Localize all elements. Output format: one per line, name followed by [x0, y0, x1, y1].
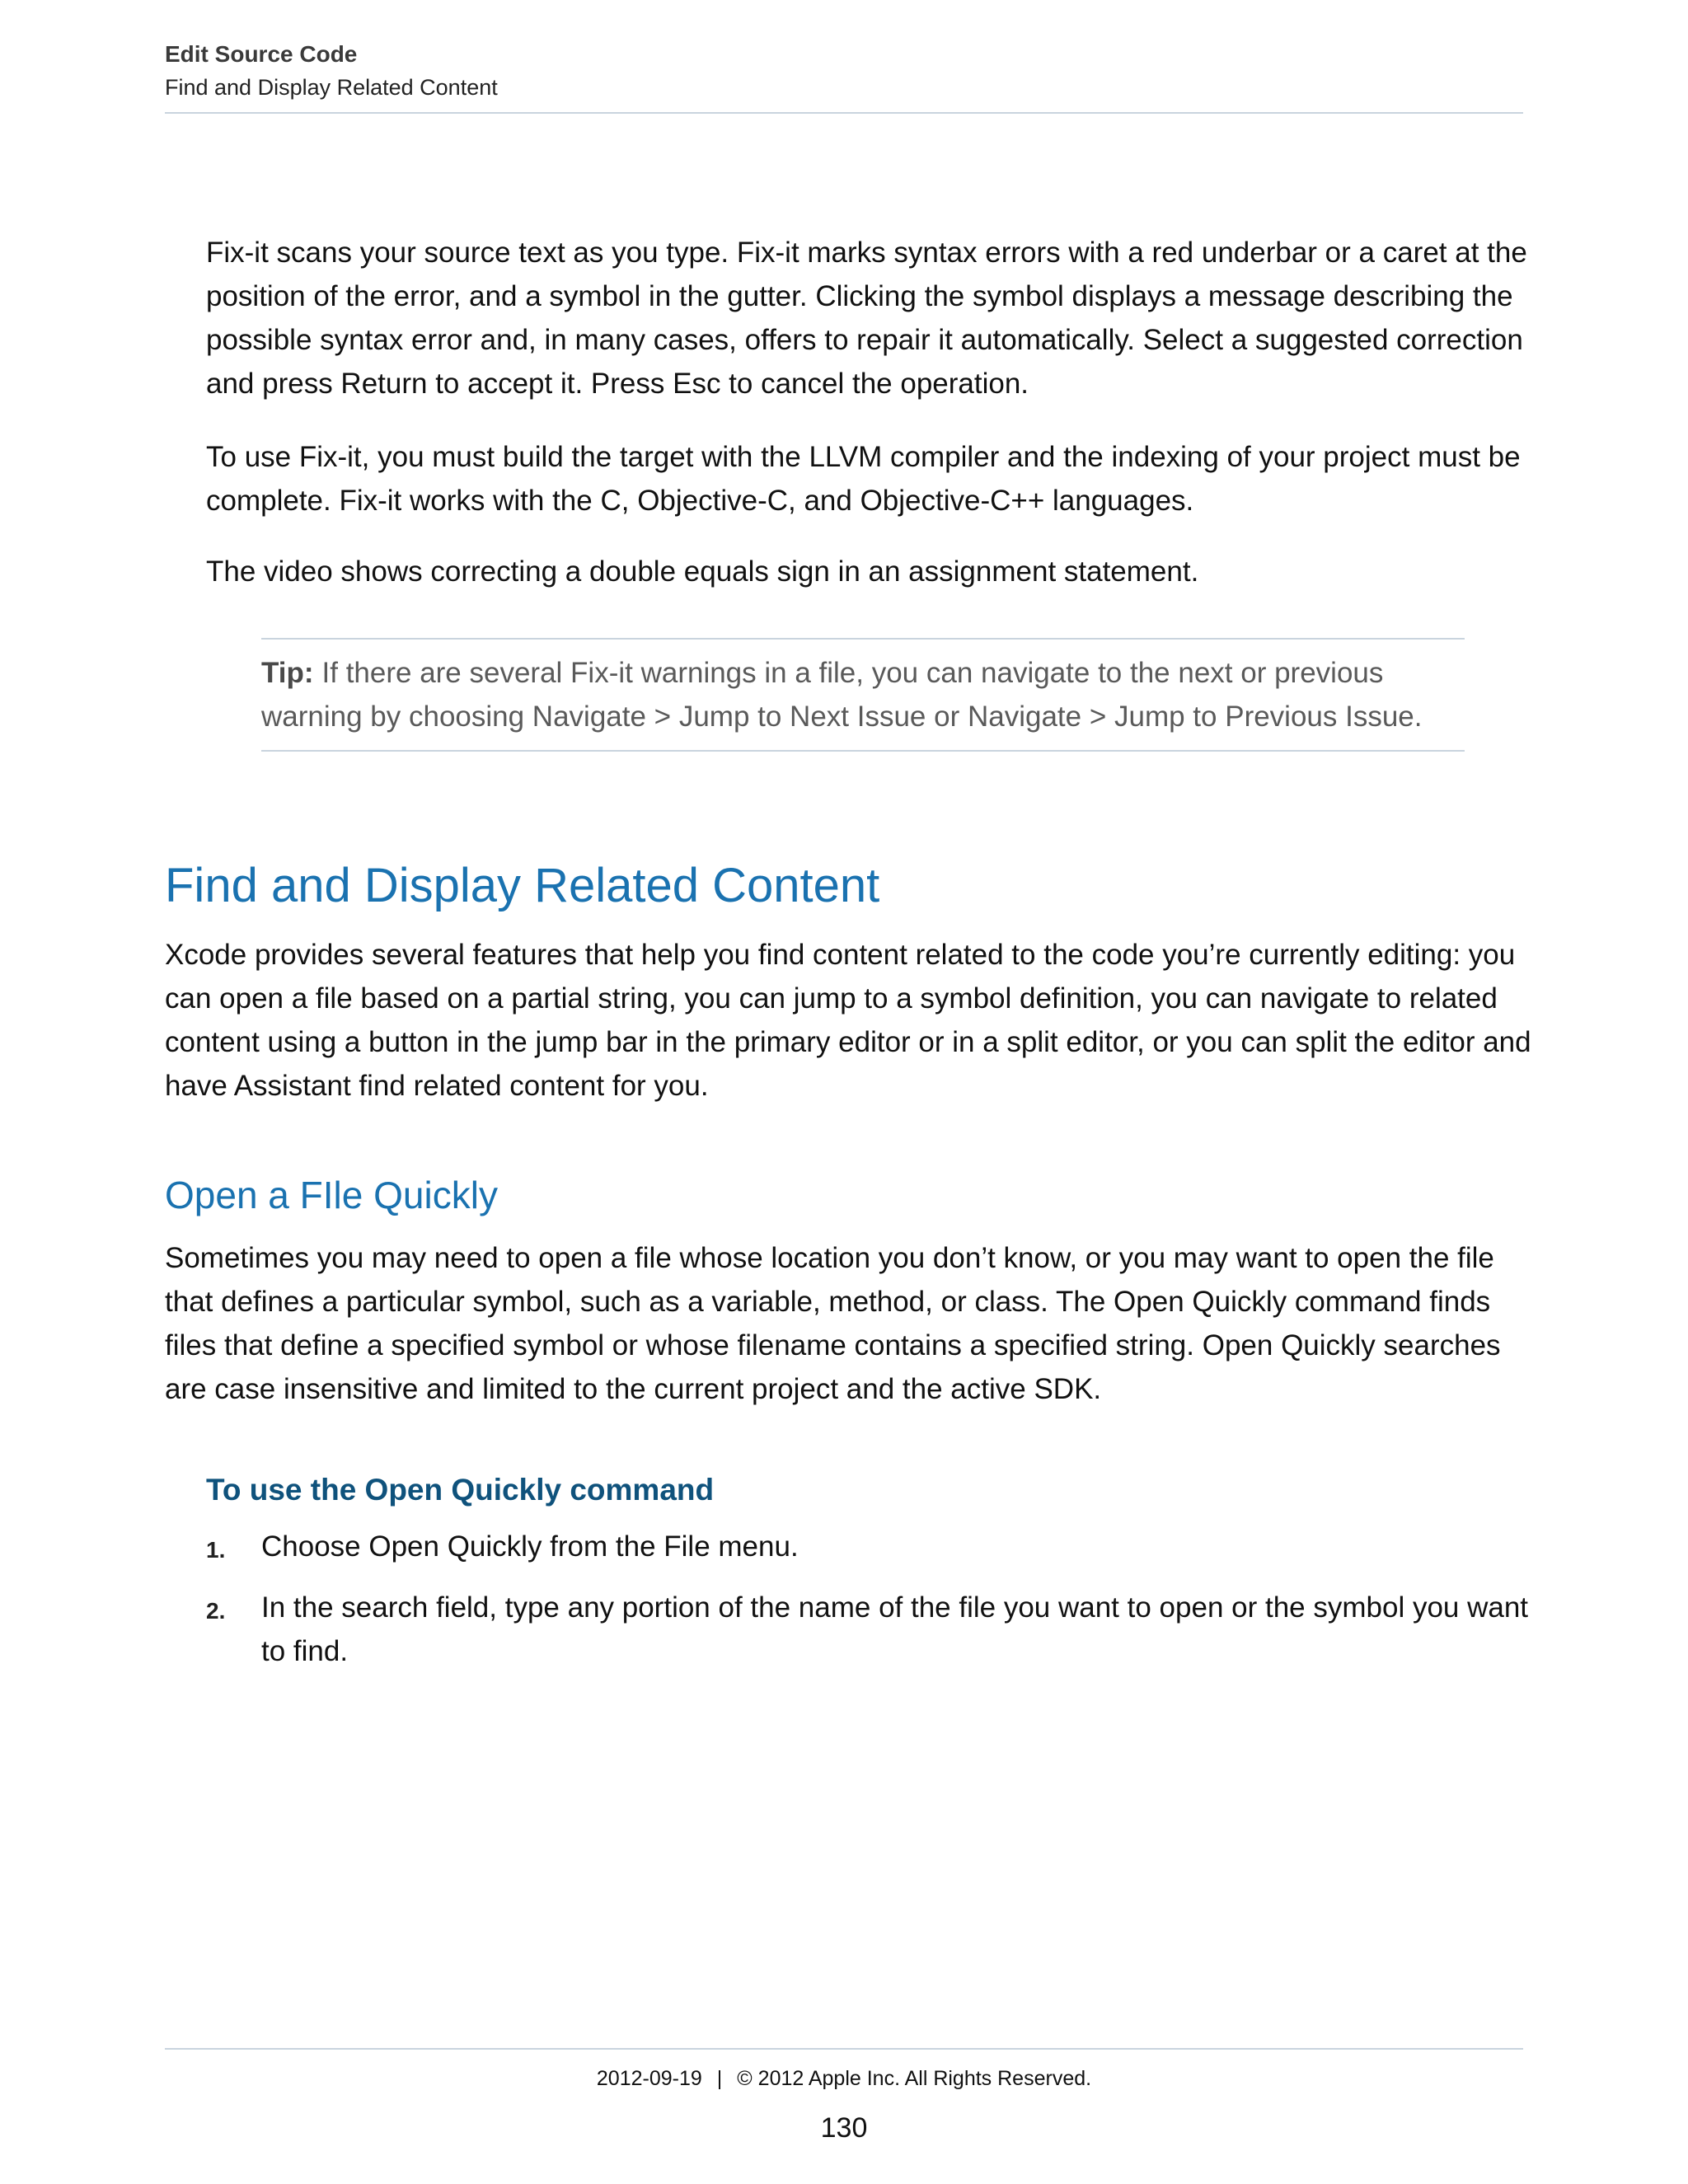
find-related-content-heading: Find and Display Related Content — [165, 859, 880, 912]
video-description-paragraph: The video shows correcting a double equals sign in an assignment statement. — [206, 555, 1199, 588]
task-heading: To use the Open Quickly command — [206, 1473, 715, 1507]
step-text: In the search field, type any portion of the name of the file you want to open or the symbol you want to find. — [261, 1591, 1529, 1667]
fixit-paragraph: Fix-it scans your source text as you type. Fix-it marks syntax errors with a red underbar or a caret at the position of the error, and a symbol in the gutter. Clicking the symbol displays a message describing the possible syntax error and, in many cases, offers to repair it automatically. Select a suggested correction and press Return to accept it. Press Esc to cancel the operation. — [206, 237, 1527, 400]
footer-copyright: © 2012 Apple Inc. All Rights Reserved. — [737, 2067, 1092, 2090]
tip-label: Tip: — [261, 657, 314, 689]
step-number: 2. — [206, 1598, 226, 1624]
footer-separator: | — [716, 2067, 723, 2090]
section-title: Find and Display Related Content — [165, 75, 498, 100]
open-file-quickly-heading: Open a FIle Quickly — [165, 1174, 498, 1216]
page-number: 130 — [820, 2112, 868, 2144]
find-related-content-paragraph: Xcode provides several features that help you find content related to the code you’re currently editing: you can open a file based on a partial string, you can jump to a symbol definition, you can navigate to related content using a button in the jump bar in the primary editor or in a split editor, or you can split the editor and have Assistant find related content for you. — [165, 939, 1531, 1102]
step-text: Choose Open Quickly from the File menu. — [261, 1530, 799, 1563]
steps-list — [206, 1525, 1533, 1687]
tip-text: If there are several Fix-it warnings in a file, you can navigate to the next or previous warning by choosing Navigate > Jump to Next Issue or Navigate > Jump to Previous Issue. — [261, 657, 1423, 733]
running-header — [165, 38, 1523, 114]
footer-date: 2012-09-19 — [596, 2067, 702, 2090]
footer-divider — [165, 2048, 1523, 2050]
list-item — [206, 1586, 1533, 1673]
list-item — [206, 1525, 1533, 1572]
footer-meta — [0, 2064, 1688, 2093]
chapter-title: Edit Source Code — [165, 41, 358, 67]
tip-box — [261, 638, 1465, 752]
open-file-quickly-paragraph: Sometimes you may need to open a file whose location you don’t know, or you may want to open the file that defines a particular symbol, such as a variable, method, or class. The Open Quickly command finds files that define a specified symbol or whose filename contains a specified string. Open Quickly searches are case insensitive and limited to the current project and the active SDK. — [165, 1242, 1501, 1405]
step-number: 1. — [206, 1537, 226, 1563]
fixit-requirements-paragraph: To use Fix-it, you must build the target with the LLVM compiler and the indexing of your project must be complete. Fix-it works with the C, Objective-C, and Objective-C++ languages. — [206, 441, 1521, 517]
